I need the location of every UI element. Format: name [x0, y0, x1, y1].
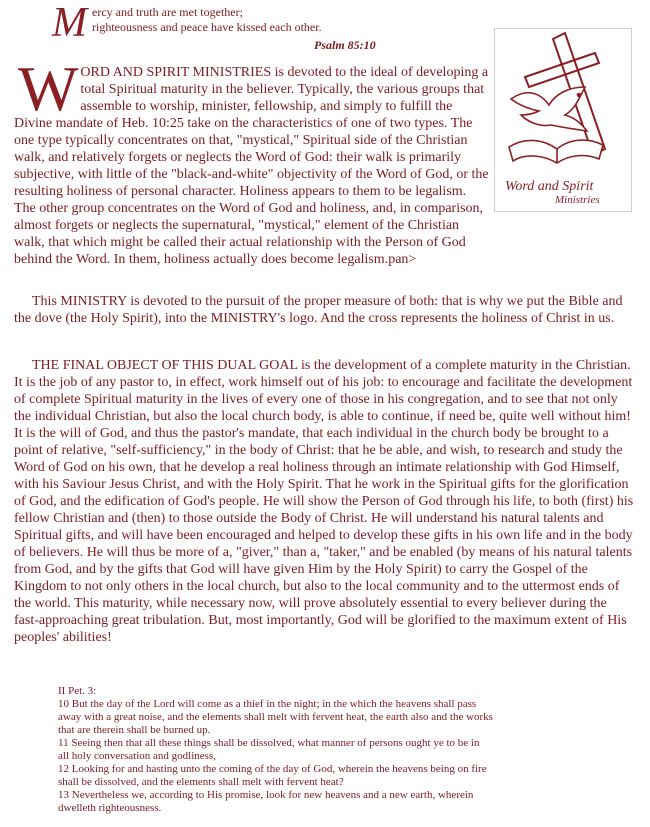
ministry-logo — [494, 28, 632, 212]
scripture-line: 11 Seeing then that all these things shall be dissolved, what manner of persons ought ye to be in — [58, 737, 480, 749]
logo-subtitle: Ministries — [555, 194, 600, 206]
cross-dove-bible-icon — [495, 29, 631, 179]
logo-explanation-paragraph: This MINISTRY is devoted to the pursuit of the proper measure of both: that is why we put the Bible and the dove (the Holy Spirit), into the MINISTRY's logo. And the cross represents the holiness of Christ in us. — [14, 294, 623, 326]
scripture-line: shall be dissolved, and the elements shall melt with fervent heat? — [58, 776, 344, 788]
scripture-line: all holy conversation and godliness, — [58, 750, 216, 762]
scripture-line: that are therein shall be burned up. — [58, 724, 211, 736]
scripture-line: away with a great noise, and the elements shall melt with fervent heat, the earth also and the works — [58, 711, 493, 723]
epigraph-line-2: righteousness and peace have kissed each other. — [92, 20, 322, 34]
epigraph-line-1: ercy and truth are met together; — [92, 5, 243, 19]
drop-cap: W — [18, 53, 79, 124]
scripture-quote — [58, 685, 618, 815]
final-object-paragraph: THE FINAL OBJECT OF THIS DUAL GOAL is the development of a complete maturity in the Christian. It is the job of any pastor to, in effect, work himself out of his job: to encourage and facilitate the development of complete Spiritual maturity in the lives of every one of those in his congregation, and to see that not only the individual Christian, but also the local church body, is able to continue, if need be, quite well without him! It is the will of God, and thus the pastor's mandate, that each individual in the church body be brought to a point of relative, "self-sufficiency," in the body of Christ: that he be able, and wish, to research and study the Word of God on his own, that he develop a real holiness through an intimate relationship with God Himself, with his Saviour Jesus Christ, and with the Holy Spirit. That he work in the Spiritual gifts for the glorification of God, and the edification of God's people. He will show the Person of God through his life, to both (first) his fellow Christian and (then) to those outside the Body of Christ. He will understand his natural talents and Spiritual gifts, and will have been encouraged and helped to develop these gifts in his own life and in the body of believers. He will thus be more of a, "giver," than a, "taker," and be enabled (by means of his natural talents from God, and by the gifts that God will have given Him by the Holy Spirit) to carry the Gospel of the Kingdom to not only others in the local church, but also to the local community and to the uttermost ends of the world. This maturity, while necessary now, will prove absolutely essential to every believer during the fast-approaching great tribulation. But, most importantly, God will be glorified to the maximum extent of His peoples' abilities! — [14, 358, 634, 645]
epigraph-initial: M — [52, 0, 87, 46]
scripture-line: 13 Nevertheless we, according to His promise, look for new heavens and a new earth, wherein — [58, 789, 474, 801]
logo-title: Word and Spirit — [505, 179, 594, 194]
scripture-reference: II Pet. 3: — [58, 685, 97, 697]
scripture-line: 12 Looking for and hasting unto the coming of the day of God, wherein the heavens being on fire — [58, 763, 487, 775]
intro-paragraph — [14, 53, 490, 268]
scripture-line: dwelleth righteousness. — [58, 802, 162, 814]
scripture-line: 10 But the day of the Lord will come as a thief in the night; in the which the heavens shall pass — [58, 698, 477, 710]
intro-paragraph-text: ORD AND SPIRIT MINISTRIES is devoted to the ideal of developing a total Spiritual maturity in the believer. Typically, the various groups that assemble to worship, minister, fellowship, and simply to fulfill the Divine mandate of Heb. 10:25 take on the characteristics of one of two types. The one type typically concentrates on that, "mystical," Spiritual side of the Christian walk, and relatively forgets or neglects the Word of God: their walk is primarily subjective, with little of the "black-and-white" objectivity of the Word of God, or the resulting holiness of personal character. Holiness appears to them to be legalism. The other group concentrates on the Word of God and holiness, and, in comparison, almost forgets or neglects the supernatural, "mystical," element of the Christian walk, that which might be called their actual relationship with the Person of God behind the Word. In them, holiness actually does become legalism.pan> — [14, 65, 489, 267]
epigraph-reference: Psalm 85:10 — [314, 38, 376, 52]
